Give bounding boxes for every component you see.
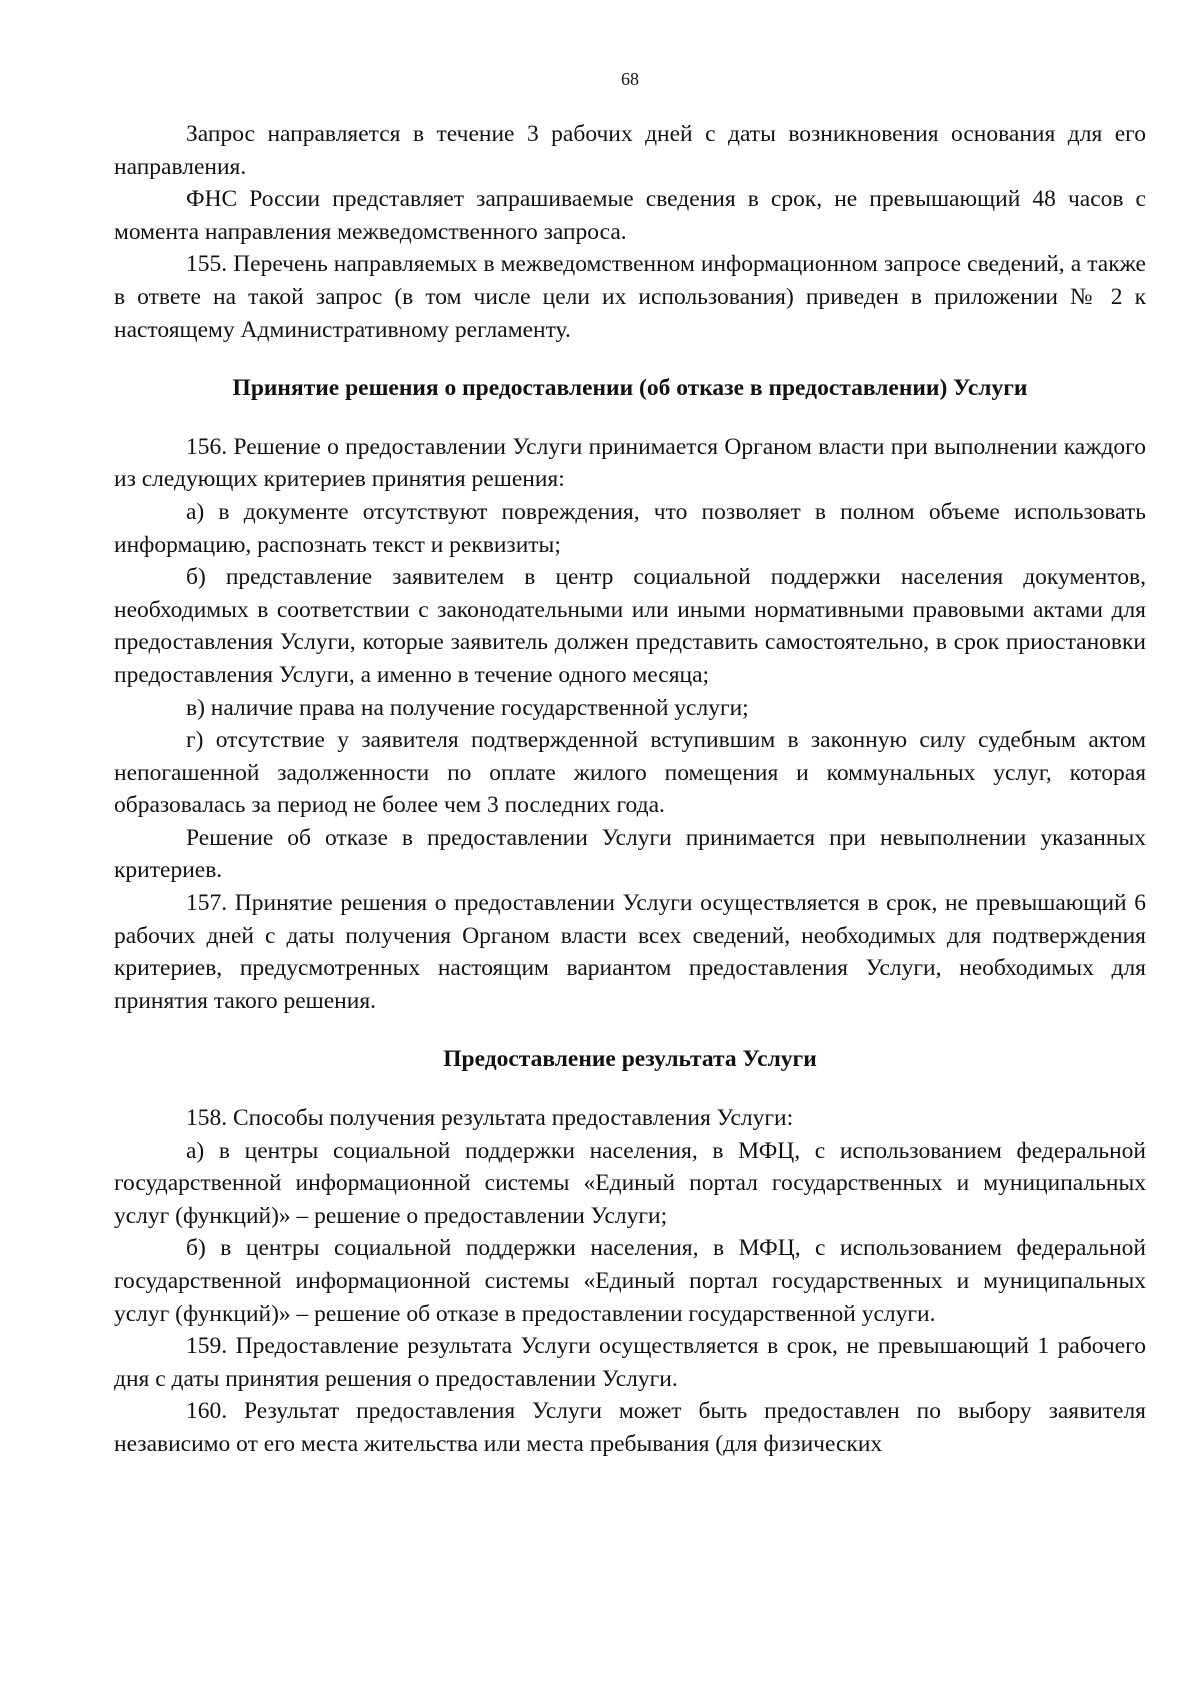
- paragraph-156: 156. Решение о предоставлении Услуги принимается Органом власти при выполнении каждого из следующих критериев принятия решения:: [114, 433, 1146, 493]
- document-body: [114, 118, 1146, 1461]
- section-heading-result: Предоставление результата Услуги: [443, 1046, 817, 1073]
- paragraph-refusal: Решение об отказе в предоставлении Услуги принимается при невыполнении указанных критериев.: [114, 824, 1146, 884]
- paragraph-157: 157. Принятие решения о предоставлении Услуги осуществляется в срок, не превышающий 6 рабочих дней с даты получения Органом власти всех сведений, необходимых для подтверждения критериев, предусмотренных настоящим вариантом предоставления Услуги, необходимых для принятия такого решения.: [114, 890, 1146, 1014]
- criterion-b: б) представление заявителем в центр социальной поддержки населения документов, необходимых в соответствии с законодательными или иными нормативными правовыми актами для предоставления Услуги, которые заявитель должен представить самостоятельно, в срок приостановки предоставления Услуги, а именно в течение одного месяца;: [114, 564, 1146, 688]
- criterion-g: г) отсутствие у заявителя подтвержденной вступившим в законную силу судебным актом непогашенной задолженности по оплате жилого помещения и коммунальных услуг, которая образовалась за период не более чем 3 последних года.: [114, 727, 1146, 819]
- criterion-v: в) наличие права на получение государственной услуги;: [186, 694, 749, 721]
- method-a: а) в центры социальной поддержки населения, в МФЦ, с использованием федеральной государственной информационной системы «Единый портал государственных и муниципальных услуг (функций)» – решение о предоставлении Услуги;: [114, 1137, 1146, 1229]
- method-b: б) в центры социальной поддержки населения, в МФЦ, с использованием федеральной государственной информационной системы «Единый портал государственных и муниципальных услуг (функций)» – решение об отказе в предоставлении государственной услуги.: [114, 1235, 1146, 1327]
- paragraph: Запрос направляется в течение 3 рабочих дней с даты возникновения основания для его направления.: [114, 121, 1146, 180]
- paragraph-159: 159. Предоставление результата Услуги осуществляется в срок, не превышающий 1 рабочего дня с даты принятия решения о предоставлении Услуги.: [114, 1333, 1146, 1392]
- paragraph-160: 160. Результат предоставления Услуги может быть предоставлен по выбору заявителя независимо от его места жительства или места пребывания (для физических: [114, 1398, 1146, 1457]
- paragraph-155: 155. Перечень направляемых в межведомственном информационном запросе сведений, а также в ответе на такой запрос (в том числе цели их использования) приведен в приложении № 2 к настоящему Административному регламенту.: [114, 251, 1146, 343]
- page-number: 68: [621, 69, 639, 89]
- paragraph-158: 158. Способы получения результата предоставления Услуги:: [186, 1105, 794, 1132]
- paragraph: ФНС России представляет запрашиваемые сведения в срок, не превышающий 48 часов с момента направления межведомственного запроса.: [114, 186, 1146, 245]
- criterion-a: а) в документе отсутствуют повреждения, что позволяет в полном объеме использовать информацию, распознать текст и реквизиты;: [114, 498, 1146, 558]
- section-heading-decision: Принятие решения о предоставлении (об отказе в предоставлении) Услуги: [232, 375, 1028, 402]
